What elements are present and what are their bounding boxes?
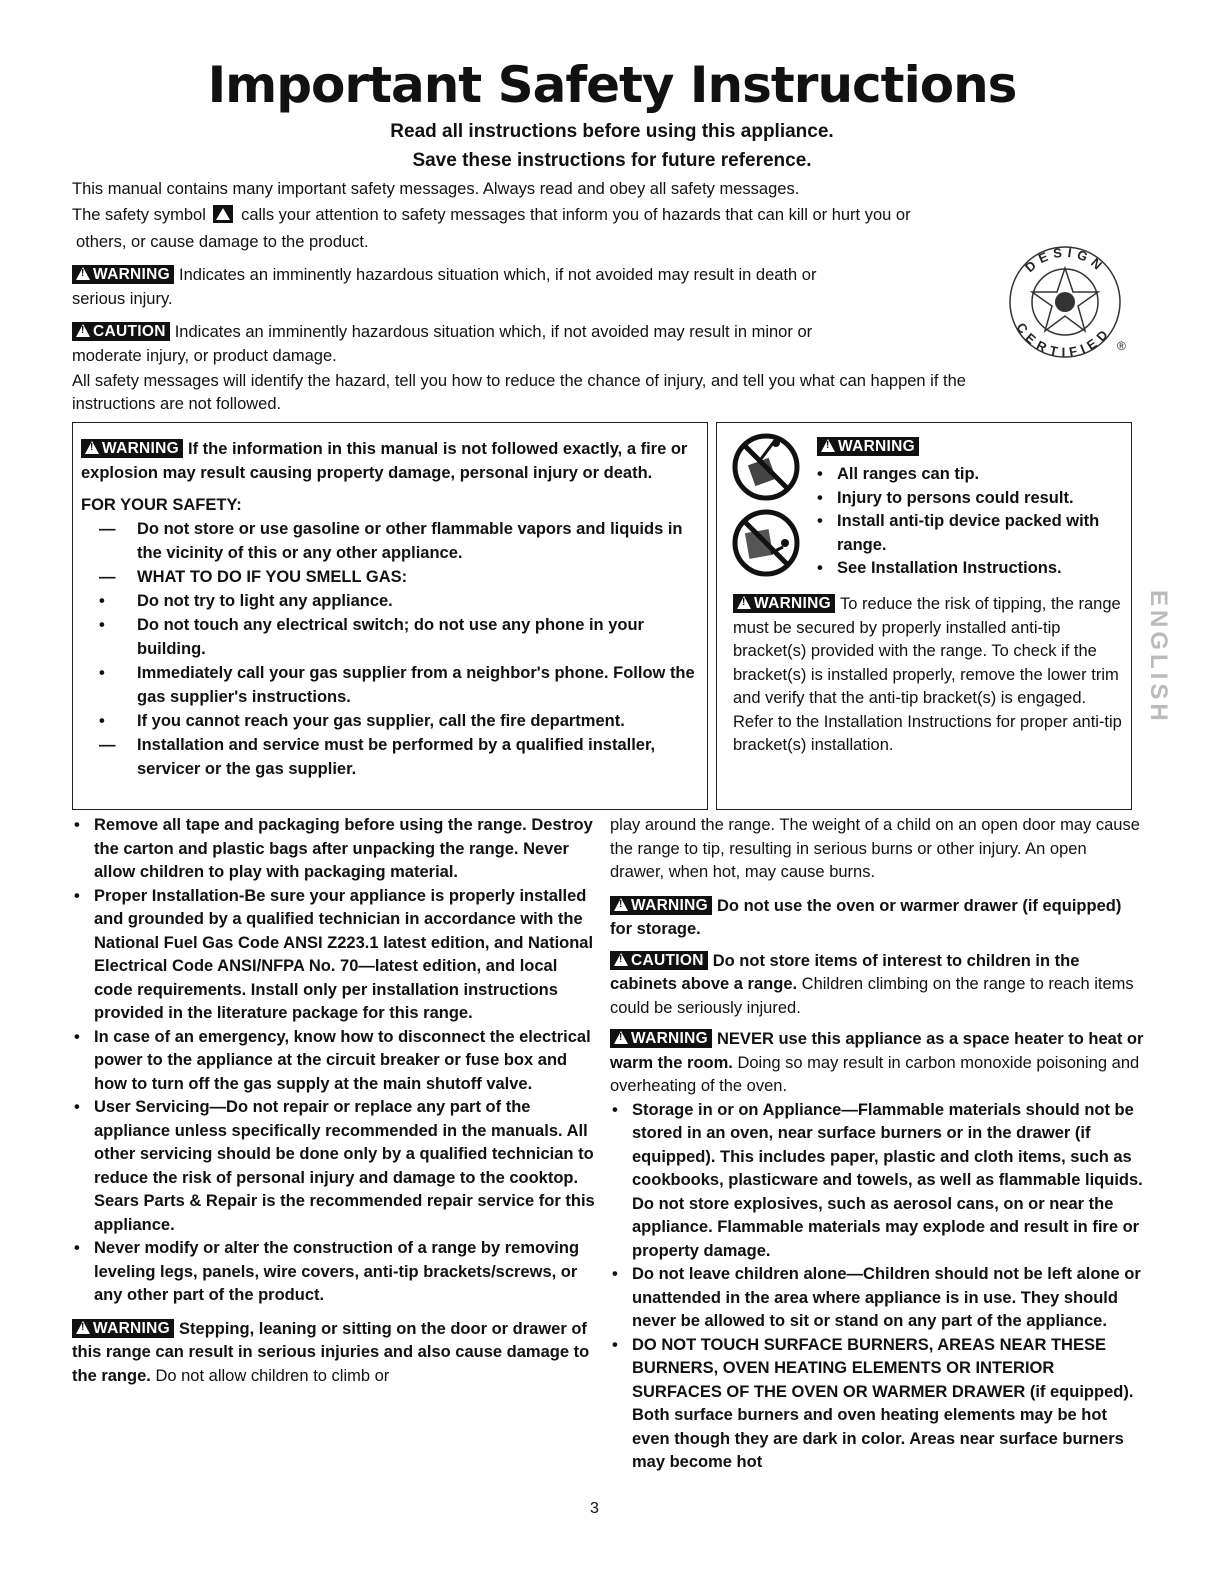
list-item: • In case of an emergency, know how to disconnect the electrical power to the appliance at the circuit breaker or fuse box and how to turn off the gas supply at the main shutoff valve. — [74, 1027, 591, 1093]
intro-text-b: calls your attention to safety messages that inform you of hazards that can kill or hurt you or — [241, 206, 911, 224]
list-item: • Do not touch any electrical switch; do not use any phone in your building. — [99, 616, 644, 658]
side-tab-text: ENGLISH — [1145, 590, 1172, 725]
caution-def-text: Indicates an imminently hazardous situation which, if not avoided may result in minor or — [174, 323, 813, 341]
alert-triangle-icon — [76, 324, 90, 337]
stepping-warning: !WARNING Stepping, leaning or sitting on the door or drawer of this range can result in serious injuries and also cause damage to the range. Do not allow children to climb or — [72, 1318, 596, 1389]
intro-paragraph: This manual contains many important safety messages. Always read and obey all safety messages. — [72, 180, 800, 198]
list-item: • See Installation Instructions. — [817, 559, 1062, 577]
page-number: 3 — [590, 1500, 599, 1517]
list-item: • All ranges can tip. — [817, 465, 980, 483]
caution-def-text-2: moderate injury, or product damage. — [72, 347, 337, 365]
list-item: — WHAT TO DO IF YOU SMELL GAS: — [99, 568, 408, 586]
list-item: • Do not try to light any appliance. — [99, 592, 393, 610]
registered-mark: ® — [1117, 339, 1126, 353]
right-bullets — [610, 1099, 1144, 1475]
list-item: • Proper Installation-Be sure your appliance is properly installed and grounded by a qualified technician in accordance with the National Fuel Gas Code ANSI Z223.1 latest edition, and National Electrical Code ANSI/NFPA No. 70—latest edition, and local code requirements. Install only per installation instructions provided in the literature package for this range. — [74, 886, 594, 1022]
warning-badge: !WARNING — [817, 437, 919, 456]
warning-definition — [72, 264, 1002, 287]
continued-text: play around the range. The weight of a child on an open door may cause the range to tip, resulting in serious burns or other injury. An open drawer, when hot, may cause burns. — [610, 816, 1140, 881]
left-bullets — [72, 814, 596, 1308]
warning-badge: !WARNING — [81, 439, 183, 458]
list-item: • Injury to persons could result. — [817, 488, 1074, 507]
tip-warning-box — [716, 422, 1132, 810]
right-column — [610, 814, 1144, 1475]
tip-warning-text: !WARNING To reduce the risk of tipping, the range must be secured by properly installed anti-tip bracket(s) provided with the range. To check if the bracket(s) is installed properly, remove the lower trim and verify that the anti-tip bracket(s) is engaged. Refer to the Installation Instructions for proper anti-tip bracket(s) installation. — [733, 593, 1125, 758]
list-item: • Storage in or on Appliance—Flammable materials should not be stored in an oven, near surface burners or in the drawer (if equipped). This includes paper, plastic and cloth items, such as cookbooks, plasticware and towels, as well as flammable liquids. Do not store explosives, such as aerosol cans, on or near the appliance. Flammable materials may explode and result in fire or property damage. — [612, 1100, 1143, 1260]
alert-triangle-icon — [76, 267, 90, 280]
warning-badge: !WARNING — [72, 1319, 174, 1338]
seal-top-text: DESIGN — [1022, 244, 1109, 276]
gas-warning-box — [72, 422, 708, 810]
space-heater-warning: !WARNING NEVER use this appliance as a space heater to heat or warm the room. Doing so may result in carbon monoxide poisoning and overheating of the oven. — [610, 1028, 1144, 1099]
safety-symbol-paragraph — [72, 204, 1152, 227]
caution-badge: !CAUTION — [610, 951, 708, 970]
list-item: • Install anti-tip device packed with range. — [817, 512, 1100, 554]
warning-badge: !WARNING — [733, 594, 835, 613]
list-item: • User Servicing—Do not repair or replace any part of the appliance unless specifically recommended in the manuals. All other servicing should be done only by a qualified technician to reduce the risk of personal injury and damage to the cooktop. Sears Parts & Repair is the recommended repair service for this appliance. — [74, 1098, 595, 1234]
child-climbing-prohibited-icon — [731, 507, 801, 579]
page-title: Important Safety Instructions — [207, 56, 1017, 114]
storage-warning: !WARNING Do not use the oven or warmer drawer (if equipped) for storage. — [610, 895, 1144, 942]
range-tip-prohibited-icon — [731, 431, 801, 503]
box2-bullets — [815, 463, 1119, 581]
list-item: — Installation and service must be performed by a qualified installer, servicer or the gas supplier. — [99, 736, 656, 778]
caution-definition — [72, 321, 1002, 344]
subtitle-save: Save these instructions for future reference. — [412, 150, 812, 171]
list-item: — Do not store or use gasoline or other flammable vapors and liquids in the vicinity of this or any other appliance. — [99, 520, 683, 562]
warning-def-text-2: serious injury. — [72, 290, 173, 308]
side-tab-english — [1146, 590, 1172, 730]
warning-def-text: Indicates an imminently hazardous situation which, if not avoided may result in death or — [179, 266, 817, 284]
cabinet-caution: !CAUTION Do not store items of interest to children in the cabinets above a range. Children climbing on the range to reach items could be seriously injured. — [610, 950, 1144, 1021]
list-item: • Remove all tape and packaging before using the range. Destroy the carton and plastic bags after unpacking the range. Never allow children to play with packaging material. — [74, 816, 593, 881]
all-messages-text: All safety messages will identify the hazard, tell you how to reduce the chance of injury, and tell you what can happen if the — [72, 372, 966, 390]
list-item: • If you cannot reach your gas supplier, call the fire department. — [99, 712, 625, 730]
subtitle-read: Read all instructions before using this appliance. — [390, 121, 834, 142]
list-item: • Never modify or alter the construction of a range by removing leveling legs, panels, wire covers, anti-tip brackets/screws, or any other part of the product. — [74, 1239, 580, 1304]
intro-text-c: others, or cause damage to the product. — [76, 233, 369, 251]
all-messages-text-2: instructions are not followed. — [72, 395, 282, 413]
box2-warning-badge-wrap — [817, 437, 924, 457]
list-item: • Immediately call your gas supplier from a neighbor's phone. Follow the gas supplier's instructions. — [99, 664, 695, 706]
box1-list — [81, 517, 697, 781]
warning-badge: !WARNING — [610, 896, 712, 915]
box1-heading: !WARNING If the information in this manual is not followed exactly, a fire or explosion may result causing property damage, personal injury or death. — [81, 437, 697, 485]
design-certified-seal — [1003, 240, 1133, 370]
for-your-safety-label: FOR YOUR SAFETY: — [81, 496, 242, 514]
left-column — [72, 814, 596, 1388]
list-item: • Do not leave children alone—Children should not be left alone or unattended in the area where appliance is in use. They should never be allowed to sit or stand on any part of the appliance. — [612, 1265, 1141, 1330]
safety-alert-icon — [213, 205, 233, 223]
list-item: • DO NOT TOUCH SURFACE BURNERS, AREAS NEAR THESE BURNERS, OVEN HEATING ELEMENTS OR INTERIOR SURFACES OF THE OVEN OR WARMER DRAWER (if equipped). Both surface burners and oven heating elements may be hot even though they are dark in color. Areas near surface burners may become hot — [612, 1335, 1134, 1471]
seal-bottom-text: CERTIFIED — [1013, 320, 1113, 360]
intro-text-a: The safety symbol — [72, 206, 206, 224]
warning-badge: !WARNING — [610, 1029, 712, 1048]
caution-badge: !CAUTION — [72, 322, 170, 341]
warning-badge: !WARNING — [72, 265, 174, 284]
